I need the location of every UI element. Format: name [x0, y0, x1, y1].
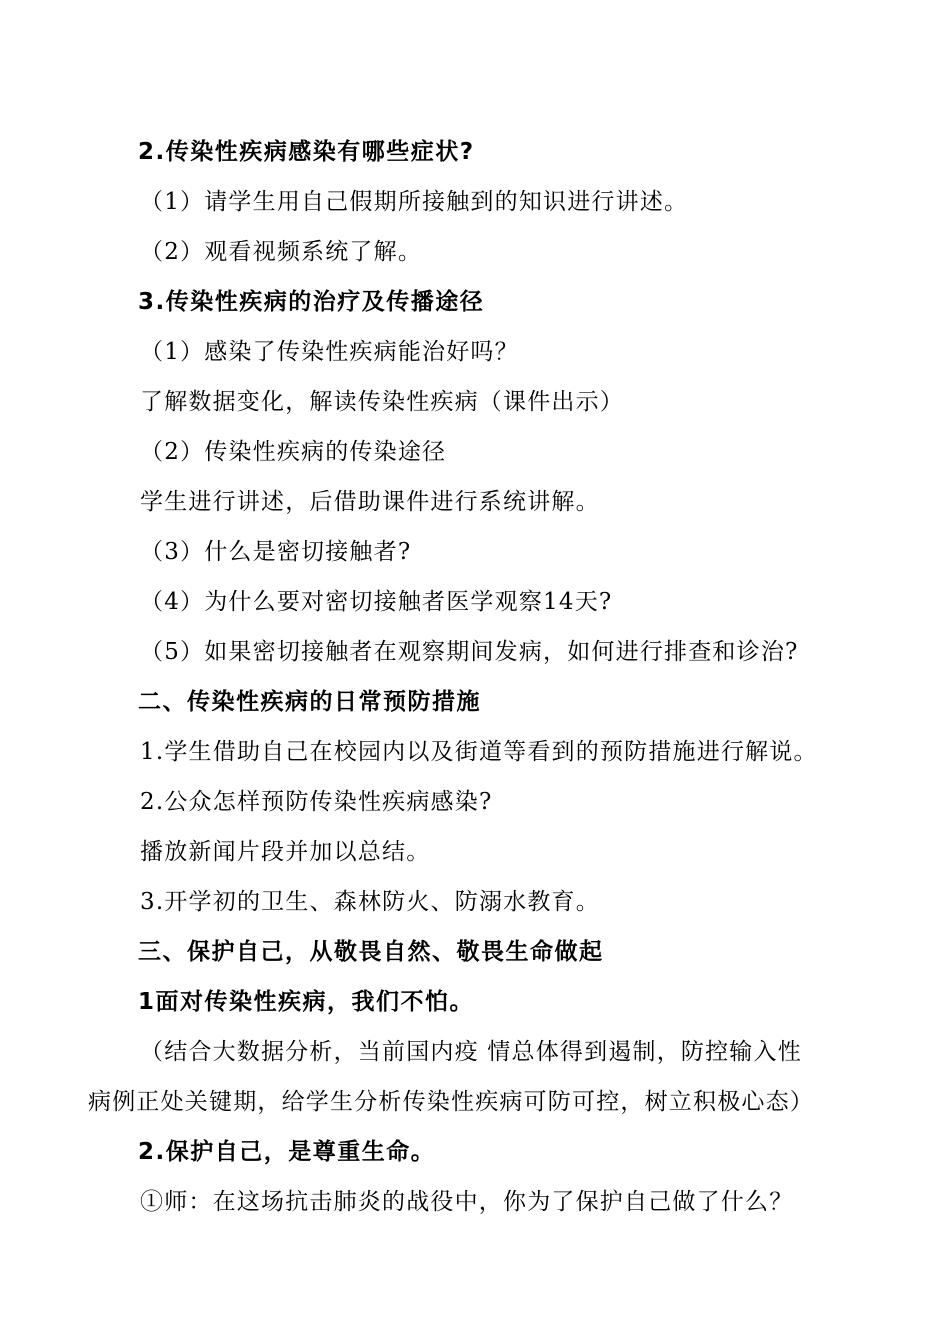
heading-treatment: 3.传染性疾病的治疗及传播途径	[138, 289, 485, 315]
paragraph-line: 播放新闻片段并加以总结。	[140, 839, 431, 865]
paragraph-line: 学生进行讲述，后借助课件进行系统讲解。	[140, 489, 600, 515]
paragraph-line: 1.学生借助自己在校园内以及街道等看到的预防措施进行解说。	[140, 739, 818, 765]
paragraph-line: （2）观看视频系统了解。	[140, 239, 423, 265]
heading-respect-life: 2.保护自己，是尊重生命。	[138, 1139, 436, 1165]
paragraph-line: 病例正处关键期，给学生分析传染性疾病可防可控，树立积极心态）	[88, 1089, 814, 1115]
paragraph-line: （1）请学生用自己假期所接触到的知识进行讲述。	[140, 189, 689, 215]
paragraph-line: （2）传染性疾病的传染途径	[140, 439, 447, 465]
paragraph-line: （3）什么是密切接触者?	[140, 539, 412, 565]
paragraph-line: 了解数据变化，解读传染性疾病（课件出示）	[140, 389, 624, 415]
paragraph-line: （结合大数据分析，当前国内疫 情总体得到遏制，防控输入性	[140, 1039, 802, 1065]
section-heading-protect: 三、保护自己，从敬畏自然、敬畏生命做起	[138, 939, 604, 965]
paragraph-line: ①师：在这场抗击肺炎的战役中，你为了保护自己做了什么？	[140, 1189, 794, 1215]
paragraph-line: 2.公众怎样预防传染性疾病感染?	[140, 789, 493, 815]
paragraph-line: （1）感染了传染性疾病能治好吗？	[140, 339, 519, 365]
heading-symptoms: 2.传染性疾病感染有哪些症状?	[138, 139, 475, 165]
paragraph-line: （5）如果密切接触者在观察期间发病，如何进行排查和诊治?	[140, 639, 799, 665]
heading-not-afraid: 1面对传染性疾病，我们不怕。	[138, 989, 475, 1015]
section-heading-prevention: 二、传染性疾病的日常预防措施	[138, 689, 481, 715]
paragraph-line: （4）为什么要对密切接触者医学观察14天?	[140, 589, 613, 615]
paragraph-line: 3.开学初的卫生、森林防火、防溺水教育。	[140, 889, 600, 915]
